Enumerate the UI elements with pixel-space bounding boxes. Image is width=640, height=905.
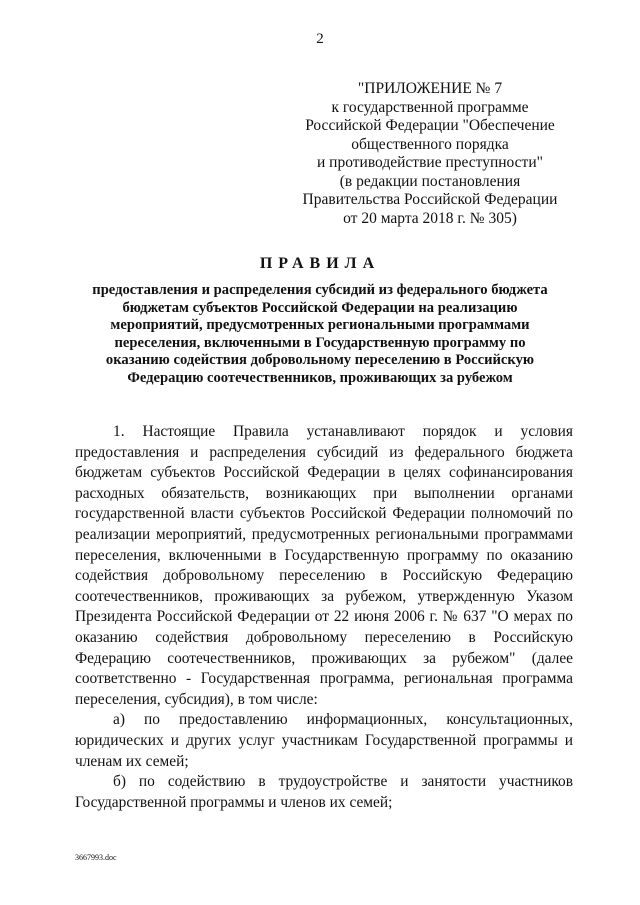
- body-line: переселения, субсидия), в том числе:: [75, 690, 318, 708]
- body-line: предоставления и распределения субсидий из федерального бюджета: [75, 443, 573, 461]
- body-line: а) по предоставлению информационных, консультационных,: [113, 711, 573, 729]
- body-line: Федерацию соотечественников, проживающих за рубежом" (далее: [75, 649, 573, 667]
- body-line: расходных обязательств, возникающих при выполнении органами: [75, 484, 573, 502]
- body-line: членам их семей;: [75, 752, 189, 770]
- appendix-line: и противодействие преступности": [317, 154, 543, 171]
- body-line: реализации мероприятий, предусмотренных региональными программами: [75, 525, 573, 543]
- body-line: б) по содействию в трудоустройстве и занятости участников: [113, 773, 573, 791]
- body-line: содействия добровольному переселению в Российскую Федерацию: [75, 567, 573, 585]
- document-subtitle: [60, 282, 580, 387]
- subtitle-line: мероприятий, предусмотренных региональными программами: [110, 317, 530, 333]
- appendix-header: [250, 80, 610, 228]
- body-line: соответственно - Государственная программа, региональная программа: [75, 670, 573, 688]
- body-line: переселения, включенными в Государственную программу по оказанию: [75, 546, 573, 564]
- appendix-line: к государственной программе: [331, 98, 529, 116]
- appendix-line: от 20 марта 2018 г. № 305): [343, 209, 517, 227]
- body-line: Президента Российской Федерации от 22 июня 2006 г. № 637 "О мерах по: [75, 608, 573, 626]
- appendix-line: Правительства Российской Федерации: [302, 191, 558, 208]
- appendix-line: общественного порядка: [351, 135, 509, 153]
- subtitle-line: переселения, включенными в Государственную программу по: [114, 334, 526, 351]
- body-line: государственной власти субъектов Российской Федерации полномочий по: [75, 505, 573, 523]
- subtitle-line: бюджетам субъектов Российской Федерации на реализацию: [122, 299, 518, 316]
- body-line: оказанию содействия добровольному переселению в Российскую: [75, 628, 573, 646]
- document-body: [75, 422, 573, 813]
- subtitle-line: предоставления и распределения субсидий из федерального бюджета: [92, 282, 548, 298]
- subtitle-line: Федерацию соотечественников, проживающих за рубежом: [127, 369, 513, 386]
- appendix-line: Российской Федерации "Обеспечение: [305, 117, 555, 134]
- body-line: 1. Настоящие Правила устанавливают порядок и условия: [113, 423, 573, 440]
- appendix-line: "ПРИЛОЖЕНИЕ № 7: [357, 80, 503, 97]
- body-line: юридических и других услуг участникам Государственной программы и: [75, 731, 573, 749]
- subtitle-line: оказанию содействия добровольному переселению в Российскую: [105, 352, 535, 368]
- body-line: соотечественников, проживающих за рубежом, утвержденную Указом: [75, 587, 573, 605]
- page-number: 2: [316, 31, 324, 47]
- body-line: Государственной программы и членов их семей;: [75, 793, 393, 811]
- document-title: ПРАВИЛА: [259, 255, 381, 272]
- body-line: бюджетам субъектов Российской Федерации в целях софинансирования: [75, 464, 573, 482]
- appendix-line: (в редакции постановления: [339, 172, 521, 190]
- document-file-id: 3667993.doc: [75, 853, 117, 862]
